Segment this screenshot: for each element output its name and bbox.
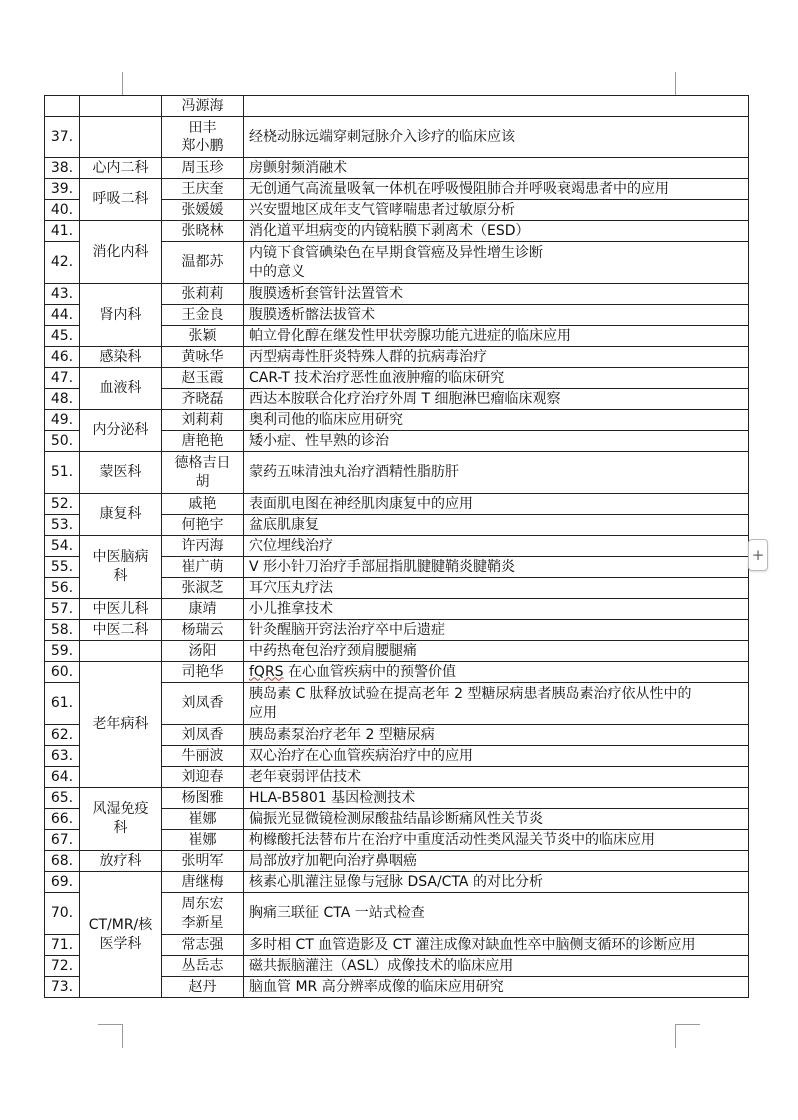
- project-cell: HLA-B5801 基因检测技术: [244, 788, 749, 809]
- project-cell: 局部放疗加靶向治疗鼻咽癌: [244, 851, 749, 872]
- table-row: [45, 536, 749, 557]
- row-number: 57.: [45, 599, 80, 620]
- project-cell: 脑血管 MR 高分辨率成像的临床应用研究: [244, 977, 749, 998]
- row-number: 59.: [45, 641, 80, 662]
- table-row: [45, 368, 749, 389]
- name-cell: [162, 117, 244, 158]
- project-cell: 蒙药五味清浊丸治疗酒精性脂肪肝: [244, 452, 749, 494]
- name-cell: 张晓林: [162, 221, 244, 242]
- project-cell: 穴位埋线治疗: [244, 536, 749, 557]
- project-cell: 枸橼酸托法替布片在治疗中重度活动性类风湿关节炎中的临床应用: [244, 830, 749, 851]
- project-cell: 表面肌电图在神经肌肉康复中的应用: [244, 494, 749, 515]
- name-cell: 冯源海: [162, 96, 244, 117]
- row-number: 53.: [45, 515, 80, 536]
- project-cell: 胸痛三联征 CTA 一站式检查: [244, 893, 749, 935]
- row-number: 51.: [45, 452, 80, 494]
- name-cell: 康靖: [162, 599, 244, 620]
- project-cell: CAR-T 技术治疗恶性血液肿瘤的临床研究: [244, 368, 749, 389]
- crop-mark: [675, 72, 676, 96]
- row-number: 46.: [45, 347, 80, 368]
- project-cell: 中药热奄包治疗颈肩腰腿痛: [244, 641, 749, 662]
- name-cell: 齐晓磊: [162, 389, 244, 410]
- row-number: 50.: [45, 431, 80, 452]
- table-row: [45, 158, 749, 179]
- crop-mark: [122, 1024, 123, 1048]
- table-row: [45, 221, 749, 242]
- row-number: 41.: [45, 221, 80, 242]
- name-cell: [162, 893, 244, 935]
- row-number: 42.: [45, 242, 80, 284]
- department-cell: 中医儿科: [80, 599, 162, 620]
- department-cell: 放疗科: [80, 851, 162, 872]
- row-number: 72.: [45, 956, 80, 977]
- crop-mark: [676, 1024, 700, 1025]
- name-cell: 张淑芝: [162, 578, 244, 599]
- department-cell: 呼吸二科: [80, 179, 162, 221]
- row-number: 54.: [45, 536, 80, 557]
- name-cell: 刘凤香: [162, 725, 244, 746]
- project-cell: 丙型病毒性肝炎特殊人群的抗病毒治疗: [244, 347, 749, 368]
- row-number: 64.: [45, 767, 80, 788]
- table-row: [45, 494, 749, 515]
- name-cell: 许丙海: [162, 536, 244, 557]
- row-number: 68.: [45, 851, 80, 872]
- department-text: 风湿免疫 科: [92, 801, 149, 836]
- name-cell: [162, 452, 244, 494]
- row-number: 43.: [45, 284, 80, 305]
- row-number: 62.: [45, 725, 80, 746]
- name-cell: 汤阳: [162, 641, 244, 662]
- table-row: [45, 872, 749, 893]
- row-number: 48.: [45, 389, 80, 410]
- row-number: 55.: [45, 557, 80, 578]
- crop-mark: [98, 1024, 122, 1025]
- department-cell: 消化内科: [80, 221, 162, 284]
- name-cell: 刘莉莉: [162, 410, 244, 431]
- name-cell: 赵玉霞: [162, 368, 244, 389]
- table-row: [45, 452, 749, 494]
- table-row: [45, 599, 749, 620]
- row-number: 52.: [45, 494, 80, 515]
- table-row: [45, 788, 749, 809]
- name-cell: 周玉珍: [162, 158, 244, 179]
- department-cell: 内分泌科: [80, 410, 162, 452]
- crop-mark: [675, 1024, 676, 1048]
- table-row: [45, 851, 749, 872]
- row-number: 65.: [45, 788, 80, 809]
- project-cell: 双心治疗在心血管疾病治疗中的应用: [244, 746, 749, 767]
- department-cell: 感染科: [80, 347, 162, 368]
- name-cell: 崔广萌: [162, 557, 244, 578]
- row-number: 56.: [45, 578, 80, 599]
- row-number: 39.: [45, 179, 80, 200]
- table-row: [45, 117, 749, 158]
- row-number: 44.: [45, 305, 80, 326]
- name-cell: 张媛媛: [162, 200, 244, 221]
- table-row: [45, 620, 749, 641]
- name-line: 德格吉日 胡: [174, 454, 231, 490]
- row-number: 66.: [45, 809, 80, 830]
- department-cell: 蒙医科: [80, 452, 162, 494]
- table-row: [45, 179, 749, 200]
- name-cell: 何艳宇: [162, 515, 244, 536]
- name-cell: 温都苏: [162, 242, 244, 284]
- name-cell: 张颖: [162, 326, 244, 347]
- name-cell: 刘凤香: [162, 683, 244, 725]
- name-cell: 丛岳志: [162, 956, 244, 977]
- project-cell: 针灸醒脑开窍法治疗卒中后遗症: [244, 620, 749, 641]
- project-cell: [244, 242, 749, 284]
- department-text: 中医脑病 科: [92, 549, 149, 584]
- row-number: 60.: [45, 662, 80, 683]
- row-number: 71.: [45, 935, 80, 956]
- add-section-button[interactable]: +: [748, 539, 768, 571]
- project-cell: 多时相 CT 血管造影及 CT 灌注成像对缺血性卒中脑侧支循环的诊断应用: [244, 935, 749, 956]
- name-cell: 崔娜: [162, 830, 244, 851]
- department-cell: 心内二科: [80, 158, 162, 179]
- project-cell: [244, 96, 749, 117]
- department-cell: [80, 117, 162, 158]
- row-number: 37.: [45, 117, 80, 158]
- table-row: [45, 347, 749, 368]
- fqrs-term: fQRS: [249, 663, 284, 680]
- department-cell: [80, 96, 162, 117]
- name-line: 田丰 郑小鹏: [181, 120, 224, 154]
- project-cell: 耳穴压丸疗法: [244, 578, 749, 599]
- project-cell: 腹膜透析髂法拔管术: [244, 305, 749, 326]
- project-cell: 兴安盟地区成年支气管哮喘患者过敏原分析: [244, 200, 749, 221]
- department-cell: [80, 788, 162, 851]
- project-cell: 盆底肌康复: [244, 515, 749, 536]
- project-cell: [244, 683, 749, 725]
- project-cell: 矮小症、性早熟的诊治: [244, 431, 749, 452]
- row-number: 73.: [45, 977, 80, 998]
- name-cell: 戚艳: [162, 494, 244, 515]
- project-cell: 西达本胺联合化疗治疗外周 T 细胞淋巴瘤临床观察: [244, 389, 749, 410]
- row-number: 70.: [45, 893, 80, 935]
- row-number: 63.: [45, 746, 80, 767]
- name-cell: 唐继梅: [162, 872, 244, 893]
- project-cell: 腹膜透析套管针法置管术: [244, 284, 749, 305]
- project-table: [44, 95, 749, 998]
- project-cell: 消化道平坦病变的内镜粘膜下剥离术（ESD）: [244, 221, 749, 242]
- table-row: [45, 96, 749, 117]
- department-cell: [80, 641, 162, 662]
- row-number: 58.: [45, 620, 80, 641]
- table-row: [45, 410, 749, 431]
- name-cell: 唐艳艳: [162, 431, 244, 452]
- project-cell: [244, 662, 749, 683]
- project-text: 胰岛素 C 肽释放试验在提高老年 2 型糖尿病患者胰岛素治疗依从性中的 应用: [249, 685, 692, 721]
- project-cell: 无创通气高流量吸氧一体机在呼吸慢阻肺合并呼吸衰竭患者中的应用: [244, 179, 749, 200]
- table-row: [45, 641, 749, 662]
- name-cell: 杨图雅: [162, 788, 244, 809]
- name-cell: 牛丽波: [162, 746, 244, 767]
- name-cell: 黄咏华: [162, 347, 244, 368]
- name-cell: 张莉莉: [162, 284, 244, 305]
- row-number: 49.: [45, 410, 80, 431]
- name-cell: 张明军: [162, 851, 244, 872]
- department-cell: [80, 536, 162, 599]
- row-number: 69.: [45, 872, 80, 893]
- row-number: 40.: [45, 200, 80, 221]
- row-number: [45, 96, 80, 117]
- project-cell: 核素心肌灌注显像与冠脉 DSA/CTA 的对比分析: [244, 872, 749, 893]
- row-number: 45.: [45, 326, 80, 347]
- project-cell: V 形小针刀治疗手部屈指肌腱腱鞘炎腱鞘炎: [244, 557, 749, 578]
- project-cell: 经桡动脉远端穿刺冠脉介入诊疗的临床应该: [244, 117, 749, 158]
- project-text: 在心血管疾病中的预警价值: [283, 663, 457, 680]
- project-cell: 房颤射频消融术: [244, 158, 749, 179]
- department-text: CT/MR/核 医学科: [88, 916, 153, 952]
- row-number: 38.: [45, 158, 80, 179]
- department-cell: 康复科: [80, 494, 162, 536]
- project-cell: 偏振光显微镜检测尿酸盐结晶诊断痛风性关节炎: [244, 809, 749, 830]
- name-cell: 崔娜: [162, 809, 244, 830]
- department-cell: 中医二科: [80, 620, 162, 641]
- name-cell: 刘迎春: [162, 767, 244, 788]
- department-cell: 血液科: [80, 368, 162, 410]
- project-cell: 老年衰弱评估技术: [244, 767, 749, 788]
- name-line: 周东宏 李新星: [181, 895, 224, 931]
- project-cell: 小儿推拿技术: [244, 599, 749, 620]
- department-cell: 肾内科: [80, 284, 162, 347]
- crop-mark: [122, 72, 123, 96]
- department-cell: 老年病科: [80, 662, 162, 788]
- name-cell: 司艳华: [162, 662, 244, 683]
- table-row: [45, 284, 749, 305]
- name-cell: 常志强: [162, 935, 244, 956]
- project-cell: 磁共振脑灌注（ASL）成像技术的临床应用: [244, 956, 749, 977]
- project-cell: 帕立骨化醇在继发性甲状旁腺功能亢进症的临床应用: [244, 326, 749, 347]
- row-number: 61.: [45, 683, 80, 725]
- project-cell: 奥利司他的临床应用研究: [244, 410, 749, 431]
- table-row: [45, 662, 749, 683]
- name-cell: 王庆奎: [162, 179, 244, 200]
- row-number: 67.: [45, 830, 80, 851]
- row-number: 47.: [45, 368, 80, 389]
- department-cell: [80, 872, 162, 998]
- name-cell: 赵丹: [162, 977, 244, 998]
- project-cell: 胰岛素泵治疗老年 2 型糖尿病: [244, 725, 749, 746]
- name-cell: 杨瑞云: [162, 620, 244, 641]
- project-text: 内镜下食管碘染色在早期食管癌及异性增生诊断 中的意义: [249, 244, 543, 280]
- name-cell: 王金良: [162, 305, 244, 326]
